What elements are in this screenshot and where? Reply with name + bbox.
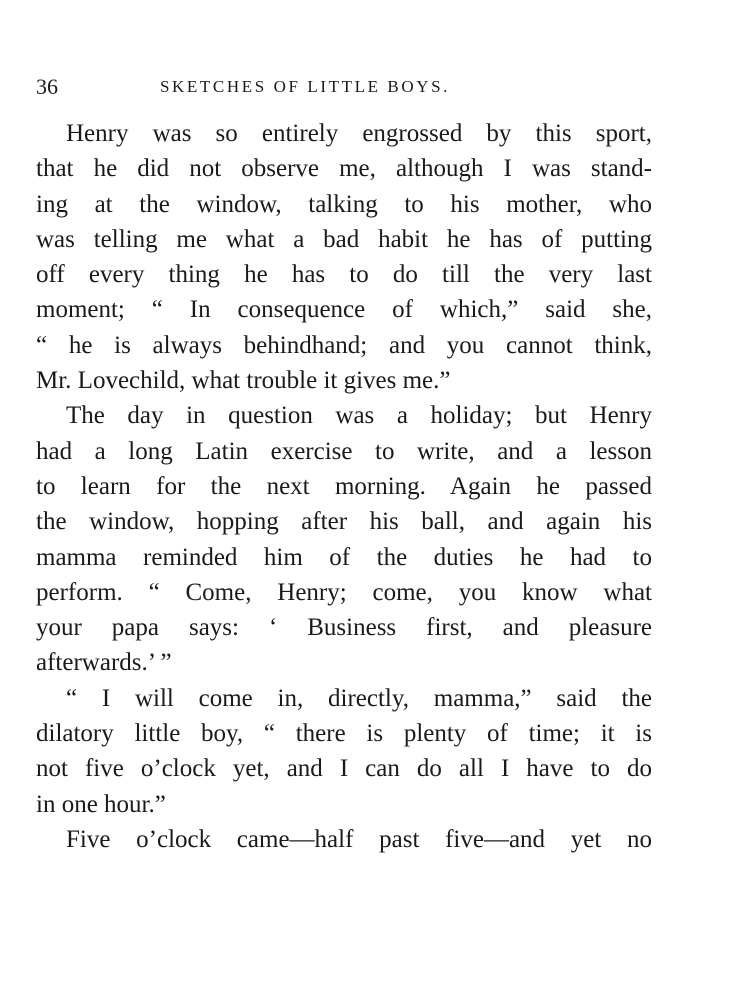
text-line: that he did not observe me, although I was stand- bbox=[36, 155, 652, 183]
text-line: off every thing he has to do till the very last bbox=[36, 261, 652, 289]
page-number: 36 bbox=[36, 74, 58, 99]
body-text bbox=[36, 116, 652, 857]
text-line: not five o’clock yet, and I can do all I have to do bbox=[36, 755, 652, 783]
text-line: The day in question was a holiday; but Henry bbox=[66, 402, 652, 430]
text-line: was telling me what a bad habit he has of putting bbox=[36, 225, 652, 253]
text-line: “ I will come in, directly, mamma,” said the bbox=[66, 684, 652, 712]
text-line: Mr. Lovechild, what trouble it gives me.” bbox=[36, 367, 451, 395]
text-line: perform. “ Come, Henry; come, you know what bbox=[36, 578, 652, 606]
text-line: ing at the window, talking to his mother, who bbox=[36, 190, 652, 218]
text-line: to learn for the next morning. Again he passed bbox=[36, 472, 652, 500]
text-line: moment; “ In consequence of which,” said she, bbox=[36, 296, 652, 324]
text-line: Five o’clock came—half past five—and yet no bbox=[66, 825, 652, 853]
text-line: afterwards.’ ” bbox=[36, 649, 172, 677]
text-line: Henry was so entirely engrossed by this sport, bbox=[66, 120, 652, 147]
text-line: the window, hopping after his ball, and again his bbox=[36, 508, 652, 536]
running-head bbox=[36, 74, 652, 104]
text-line: had a long Latin exercise to write, and a lesson bbox=[36, 437, 652, 465]
text-line: your papa says: ‘ Business first, and pleasure bbox=[36, 614, 652, 642]
text-line: dilatory little boy, “ there is plenty of time; it is bbox=[36, 720, 652, 748]
running-title: SKETCHES OF LITTLE BOYS. bbox=[160, 77, 451, 96]
text-line: “ he is always behindhand; and you cannot think, bbox=[36, 331, 652, 359]
text-line: mamma reminded him of the duties he had to bbox=[36, 543, 652, 571]
text-line: in one hour.” bbox=[36, 790, 166, 818]
